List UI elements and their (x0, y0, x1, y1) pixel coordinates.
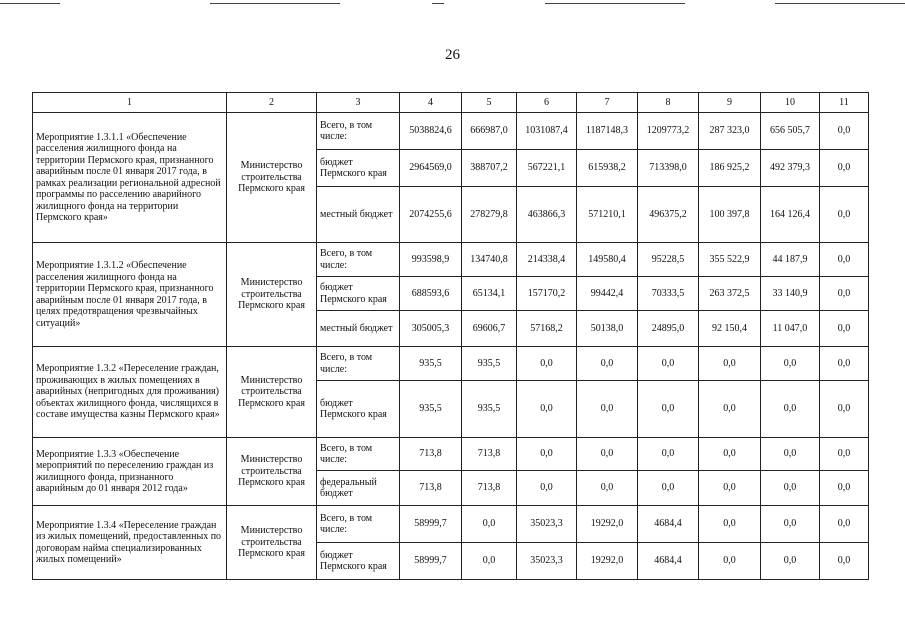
header-cell: 7 (577, 93, 638, 113)
value-cell: 4684,4 (638, 506, 699, 543)
value-cell: 1031087,4 (517, 113, 577, 150)
value-cell: 134740,8 (462, 243, 517, 277)
funding-source: федеральный бюджет (317, 471, 400, 506)
budget-table (32, 92, 869, 580)
value-cell: 571210,1 (577, 187, 638, 243)
header-row (33, 93, 869, 113)
activity-description: Мероприятие 1.3.1.1 «Обеспечение расселения жилищного фонда на территории Пермского края, признанного аварийным после 01 января 2017 года, в рамках реализации региональной адресной программы по расселению аварийного жилищного фонда на территории Пермского края» (33, 113, 227, 243)
value-cell: 4684,4 (638, 543, 699, 580)
value-cell: 496375,2 (638, 187, 699, 243)
table-row (33, 243, 869, 277)
value-cell: 0,0 (699, 543, 761, 580)
value-cell: 713398,0 (638, 150, 699, 187)
value-cell: 69606,7 (462, 311, 517, 347)
value-cell: 19292,0 (577, 543, 638, 580)
value-cell: 656 505,7 (761, 113, 820, 150)
value-cell: 2074255,6 (400, 187, 462, 243)
value-cell: 0,0 (820, 438, 869, 471)
value-cell: 24895,0 (638, 311, 699, 347)
activity-description: Мероприятие 1.3.2 «Переселение граждан, проживающих в жилых помещениях в аварийных (непригодных для проживания) объектах жилищного фонда, числящихся в составе имущества казны Пермского края» (33, 347, 227, 438)
value-cell: 2964569,0 (400, 150, 462, 187)
value-cell: 1187148,3 (577, 113, 638, 150)
activity-description: Мероприятие 1.3.3 «Обеспечение мероприятий по переселению граждан из жилищного фонда, признанного аварийным до 01 января 2012 года» (33, 438, 227, 506)
value-cell: 44 187,9 (761, 243, 820, 277)
header-cell: 5 (462, 93, 517, 113)
value-cell: 713,8 (462, 438, 517, 471)
value-cell: 11 047,0 (761, 311, 820, 347)
table-row (33, 438, 869, 471)
value-cell: 0,0 (820, 113, 869, 150)
header-cell: 2 (227, 93, 317, 113)
value-cell: 0,0 (761, 506, 820, 543)
executor: Министерство строительства Пермского края (227, 347, 317, 438)
header-cell: 10 (761, 93, 820, 113)
value-cell: 0,0 (577, 438, 638, 471)
value-cell: 0,0 (462, 543, 517, 580)
value-cell: 186 925,2 (699, 150, 761, 187)
value-cell: 615938,2 (577, 150, 638, 187)
executor: Министерство строительства Пермского края (227, 438, 317, 506)
header-cell: 11 (820, 93, 869, 113)
value-cell: 65134,1 (462, 277, 517, 311)
value-cell: 0,0 (820, 311, 869, 347)
value-cell: 95228,5 (638, 243, 699, 277)
value-cell: 100 397,8 (699, 187, 761, 243)
executor: Министерство строительства Пермского края (227, 506, 317, 580)
value-cell: 287 323,0 (699, 113, 761, 150)
value-cell: 1209773,2 (638, 113, 699, 150)
value-cell: 935,5 (400, 347, 462, 381)
funding-source: местный бюджет (317, 311, 400, 347)
executor: Министерство строительства Пермского края (227, 113, 317, 243)
value-cell: 0,0 (517, 347, 577, 381)
header-cell: 8 (638, 93, 699, 113)
funding-source: бюджет Пермского края (317, 381, 400, 438)
header-cell: 4 (400, 93, 462, 113)
value-cell: 305005,3 (400, 311, 462, 347)
funding-source: бюджет Пермского края (317, 543, 400, 580)
executor: Министерство строительства Пермского края (227, 243, 317, 347)
value-cell: 0,0 (577, 381, 638, 438)
header-cell: 3 (317, 93, 400, 113)
value-cell: 567221,1 (517, 150, 577, 187)
value-cell: 713,8 (462, 471, 517, 506)
value-cell: 993598,9 (400, 243, 462, 277)
value-cell: 713,8 (400, 438, 462, 471)
top-rule-right (545, 3, 685, 4)
header-cell: 6 (517, 93, 577, 113)
top-rule-left (0, 3, 60, 4)
top-rule-center (210, 3, 340, 4)
table-row (33, 347, 869, 381)
value-cell: 0,0 (577, 347, 638, 381)
value-cell: 492 379,3 (761, 150, 820, 187)
table-header (33, 93, 869, 113)
value-cell: 713,8 (400, 471, 462, 506)
value-cell: 0,0 (761, 543, 820, 580)
funding-source: Всего, в том числе: (317, 438, 400, 471)
value-cell: 58999,7 (400, 543, 462, 580)
value-cell: 0,0 (699, 347, 761, 381)
value-cell: 0,0 (761, 347, 820, 381)
value-cell: 0,0 (820, 543, 869, 580)
value-cell: 0,0 (462, 506, 517, 543)
value-cell: 214338,4 (517, 243, 577, 277)
value-cell: 92 150,4 (699, 311, 761, 347)
value-cell: 35023,3 (517, 543, 577, 580)
value-cell: 0,0 (820, 187, 869, 243)
value-cell: 355 522,9 (699, 243, 761, 277)
funding-source: бюджет Пермского края (317, 150, 400, 187)
value-cell: 57168,2 (517, 311, 577, 347)
value-cell: 157170,2 (517, 277, 577, 311)
value-cell: 0,0 (761, 381, 820, 438)
value-cell: 19292,0 (577, 506, 638, 543)
value-cell: 0,0 (517, 471, 577, 506)
value-cell: 33 140,9 (761, 277, 820, 311)
value-cell: 0,0 (699, 506, 761, 543)
funding-source: Всего, в том числе: (317, 113, 400, 150)
value-cell: 0,0 (820, 243, 869, 277)
value-cell: 58999,7 (400, 506, 462, 543)
value-cell: 278279,8 (462, 187, 517, 243)
value-cell: 0,0 (820, 471, 869, 506)
header-cell: 9 (699, 93, 761, 113)
funding-source: Всего, в том числе: (317, 347, 400, 381)
value-cell: 99442,4 (577, 277, 638, 311)
value-cell: 0,0 (699, 381, 761, 438)
value-cell: 0,0 (517, 438, 577, 471)
funding-source: местный бюджет (317, 187, 400, 243)
value-cell: 935,5 (462, 381, 517, 438)
top-rule-mark (432, 3, 444, 4)
funding-source: Всего, в том числе: (317, 506, 400, 543)
value-cell: 263 372,5 (699, 277, 761, 311)
value-cell: 0,0 (761, 438, 820, 471)
value-cell: 0,0 (820, 506, 869, 543)
value-cell: 935,5 (462, 347, 517, 381)
value-cell: 35023,3 (517, 506, 577, 543)
value-cell: 0,0 (761, 471, 820, 506)
value-cell: 0,0 (820, 347, 869, 381)
table-row (33, 113, 869, 150)
value-cell: 688593,6 (400, 277, 462, 311)
value-cell: 0,0 (820, 381, 869, 438)
value-cell: 0,0 (638, 347, 699, 381)
funding-source: Всего, в том числе: (317, 243, 400, 277)
value-cell: 935,5 (400, 381, 462, 438)
value-cell: 70333,5 (638, 277, 699, 311)
value-cell: 0,0 (638, 438, 699, 471)
value-cell: 0,0 (638, 381, 699, 438)
value-cell: 5038824,6 (400, 113, 462, 150)
activity-description: Мероприятие 1.3.1.2 «Обеспечение расселения жилищного фонда на территории Пермского края, признанного аварийным после 01 января 2017 года, в целях предотвращения чрезвычайных ситуаций» (33, 243, 227, 347)
table-row (33, 506, 869, 543)
value-cell: 164 126,4 (761, 187, 820, 243)
value-cell: 388707,2 (462, 150, 517, 187)
activity-description: Мероприятие 1.3.4 «Переселение граждан из жилых помещений, предоставленных по договорам найма специализированных жилых помещений» (33, 506, 227, 580)
page-number: 26 (445, 47, 460, 63)
value-cell: 149580,4 (577, 243, 638, 277)
value-cell: 0,0 (577, 471, 638, 506)
value-cell: 463866,3 (517, 187, 577, 243)
table-body (33, 113, 869, 580)
value-cell: 0,0 (699, 438, 761, 471)
header-cell: 1 (33, 93, 227, 113)
funding-source: бюджет Пермского края (317, 277, 400, 311)
value-cell: 50138,0 (577, 311, 638, 347)
value-cell: 0,0 (820, 150, 869, 187)
value-cell: 666987,0 (462, 113, 517, 150)
top-rule-far-right (775, 3, 905, 4)
value-cell: 0,0 (517, 381, 577, 438)
value-cell: 0,0 (699, 471, 761, 506)
value-cell: 0,0 (638, 471, 699, 506)
value-cell: 0,0 (820, 277, 869, 311)
